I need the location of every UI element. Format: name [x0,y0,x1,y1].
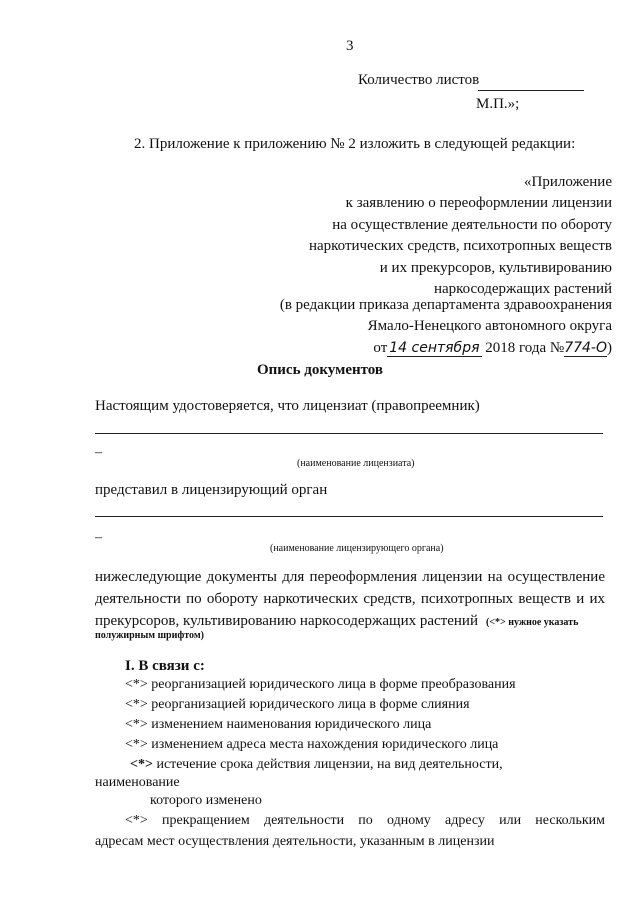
expiry-text: истечение срока действия лицензии, на вид деятельности, [156,757,503,772]
reason-item: <*> изменением наименования юридического лица [125,717,432,732]
sheets-underline [478,90,584,91]
appendix-line: и их прекурсоров, культивированию [379,259,612,276]
expiry-line-3: которого изменено [150,793,262,808]
reason-item: <*> изменением адреса места нахождения юридического лица [125,737,499,752]
body-line-2: деятельности по обороту наркотических средств, психотропных веществ и их [95,591,605,607]
edition-line: (в редакции приказа департамента здравоохранения [279,297,612,313]
stamp-label: М.П.»; [476,96,520,112]
dash-1: – [95,445,102,460]
note-line-2: полужирным шрифтом) [95,630,204,641]
appendix-line: к заявлению о переоформлении лицензии [345,195,612,212]
reason-item: <*> реорганизацией юридического лица в форме преобразования [125,677,516,692]
expiry-marker: <*> [130,757,153,772]
appendix-block [309,172,612,300]
appendix-line: наркосодержащих растений [433,281,612,298]
document-title: Опись документов [256,362,384,378]
termination-line-1: <*> прекращением деятельности по одному адресу или нескольким [125,813,605,828]
handwritten-number: 774-О [564,339,607,356]
body-line-1: нижеследующие документы для переоформления лицензии на осуществление [95,569,605,585]
appendix-line: «Приложение [523,174,612,190]
edition-year: 2018 года № [485,339,565,356]
edition-block [280,295,612,359]
dash-2: – [95,530,102,545]
submitted-text: представил в лицензирующий орган [95,482,328,498]
edition-suffix: ) [607,339,612,356]
instruction-text: 2. Приложение к приложению № 2 изложить в следующей редакции: [134,136,576,152]
appendix-line: наркотических средств, психотропных веществ [308,238,612,255]
authority-line [95,516,603,517]
section-heading: I. В связи с: [125,658,205,674]
expiry-line-2: наименование [95,775,180,790]
edition-prefix: от [373,339,388,356]
certify-text: Настоящим удостоверяется, что лицензиат (правопреемник) [95,398,480,414]
page-number: 3 [346,38,354,54]
handwritten-date: 14 сентября [389,339,480,356]
licensee-caption: (наименование лицензиата) [297,458,415,469]
termination-line-2: адресам мест осуществления деятельности, указанным в лицензии [95,834,495,849]
sheets-label: Количество листов [358,72,480,88]
edition-date-line [280,338,612,359]
appendix-line: на осуществление деятельности по обороту [332,216,612,233]
edition-line: Ямало-Ненецкого автономного округа [367,318,612,335]
authority-caption: (наименование лицензирующего органа) [270,543,444,554]
expiry-item [130,757,503,773]
note-inline: (<*> нужное указать [485,617,579,628]
licensee-line [95,433,603,434]
body-line-3-text: прекурсоров, культивированию наркосодержащих растений [95,613,478,629]
reason-item: <*> реорганизацией юридического лица в форме слияния [125,697,470,712]
